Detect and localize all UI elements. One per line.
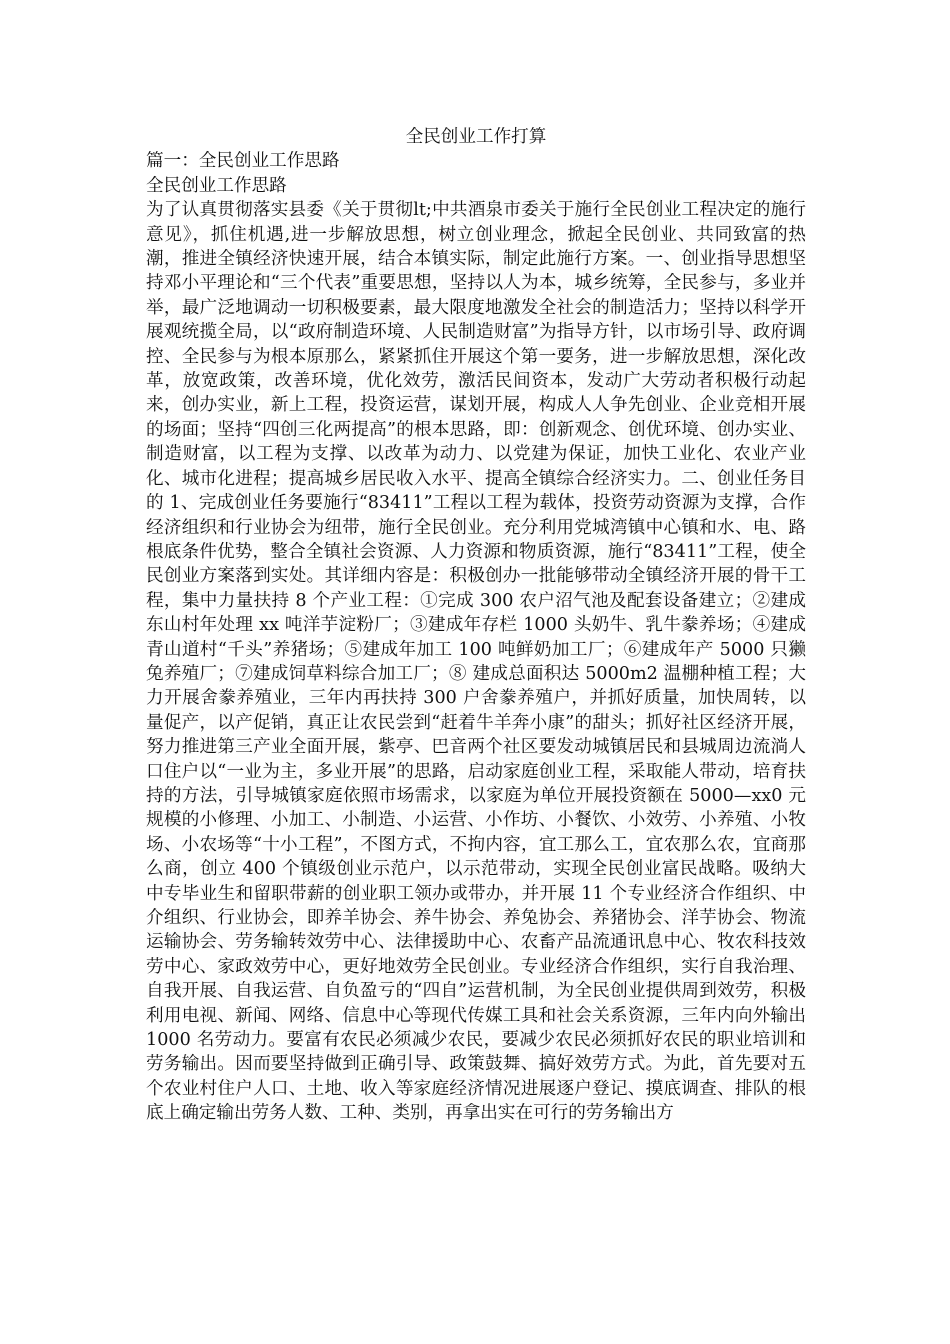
section-heading: 篇一：全民创业工作思路	[146, 151, 340, 172]
document-subtitle: 全民创业工作思路	[146, 175, 287, 196]
document-title: 全民创业工作打算	[405, 127, 547, 147]
document-content	[146, 125, 806, 1126]
body-paragraph: 为了认真贯彻落实县委《关于贯彻lt;中共酒泉市委关于施行全民创业工程决定的施行意见》，抓住机遇,进一步解放思想，树立创业理念，掀起全民创业、共同致富的热潮，推进全镇经济快速开展，结合本镇实际，制定此施行方案。一、创业指导思想坚持邓小平理论和“三个代表”重要思想，坚持以人为本，城乡统筹，全民参与，多业并举，最广泛地调动一切积极要素，最大限度地激发全社会的制造活力；坚持以科学开展观统揽全局，以“政府制造环境、人民制造财富”为指导方针，以市场引导、政府调控、全民参与为根本原那么，紧紧抓住开展这个第一要务，进一步解放思想，深化改革，放宽政策，改善环境，优化效劳，激活民间资本，发动广大劳动者积极行动起来，创办实业，新上工程，投资运营，谋划开展，构成人人争先创业、企业竞相开展的场面；坚持“四创三化两提高”的根本思路，即：创新观念、创优环境、创办实业、制造财富，以工程为支撑、以改革为动力、以党建为保证，加快工业化、农业产业化、城市化进程；提高城乡居民收入水平、提高全镇综合经济实力。二、创业任务目的 1、完成创业任务要施行“83411”工程以工程为载体，投资劳动资源为支撑，合作经济组织和行业协会为纽带，施行全民创业。充分利用党城湾镇中心镇和水、电、路根底条件优势，整合全镇社会资源、人力资源和物质资源，施行“83411”工程，使全民创业方案落到实处。其详细内容是：积极创办一批能够带动全镇经济开展的骨干工程，集中力量扶持 8 个产业工程：①完成 300 农户沼气池及配套设备建立；②建成东山村年处理 xx 吨洋芋淀粉厂；③建成年存栏 1000 头奶牛、乳牛豢养场；④建成青山道村“千头”养猪场；⑤建成年加工 100 吨鲜奶加工厂；⑥建成年产 5000 只獭兔养殖厂；⑦建成饲草料综合加工厂；⑧ 建成总面积达 5000m2 温棚种植工程；大力开展舍豢养殖业，三年内再扶持 300 户舍豢养殖户，并抓好质量，加快周转，以量促产，以产促销，真正让农民尝到“赶着牛羊奔小康”的甜头；抓好社区经济开展，努力推进第三产业全面开展，紫亭、巴音两个社区要发动城镇居民和县城周边流淌人口住户以“一业为主，多业开展”的思路，启动家庭创业工程，采取能人带动，培育扶持的方法，引导城镇家庭依照市场需求，以家庭为单位开展投资额在 5000—xx0 元规模的小修理、小加工、小制造、小运营、小作坊、小餐饮、小效劳、小养殖、小牧场、小农场等“十小工程”，不图方式，不拘内容，宜工那么工，宜农那么农，宜商那么商，创立 400 个镇级创业示范户，以示范带动，实现全民创业富民战略。吸纳大中专毕业生和留职带薪的创业职工领办或带办，并开展 11 个专业经济合作组织、中介组织、行业协会，即养羊协会、养牛协会、养兔协会、养猪协会、洋芋协会、物流运输协会、劳务输转效劳中心、法律援助中心、农畜产品流通讯息中心、牧农科技效劳中心、家政效劳中心，更好地效劳全民创业。专业经济合作组织，实行自我治理、自我开展、自我运营、自负盈亏的“四自”运营机制，为全民创业提供周到效劳，积极利用电视、新闻、网络、信息中心等现代传媒工具和社会关系资源，三年内向外输出 1000 名劳动力。要富有农民必须减少农民，要减少农民必须抓好农民的职业培训和劳务输出。因而要坚持做到正确引导、政策鼓舞、搞好效劳方式。为此，首先要对五个农业村住户人口、土地、收入等家庭经济情况进展逐户登记、摸底调查、排队的根底上确定输出劳务人数、工种、类别，再拿出实在可行的劳务输出方	[146, 200, 806, 1124]
